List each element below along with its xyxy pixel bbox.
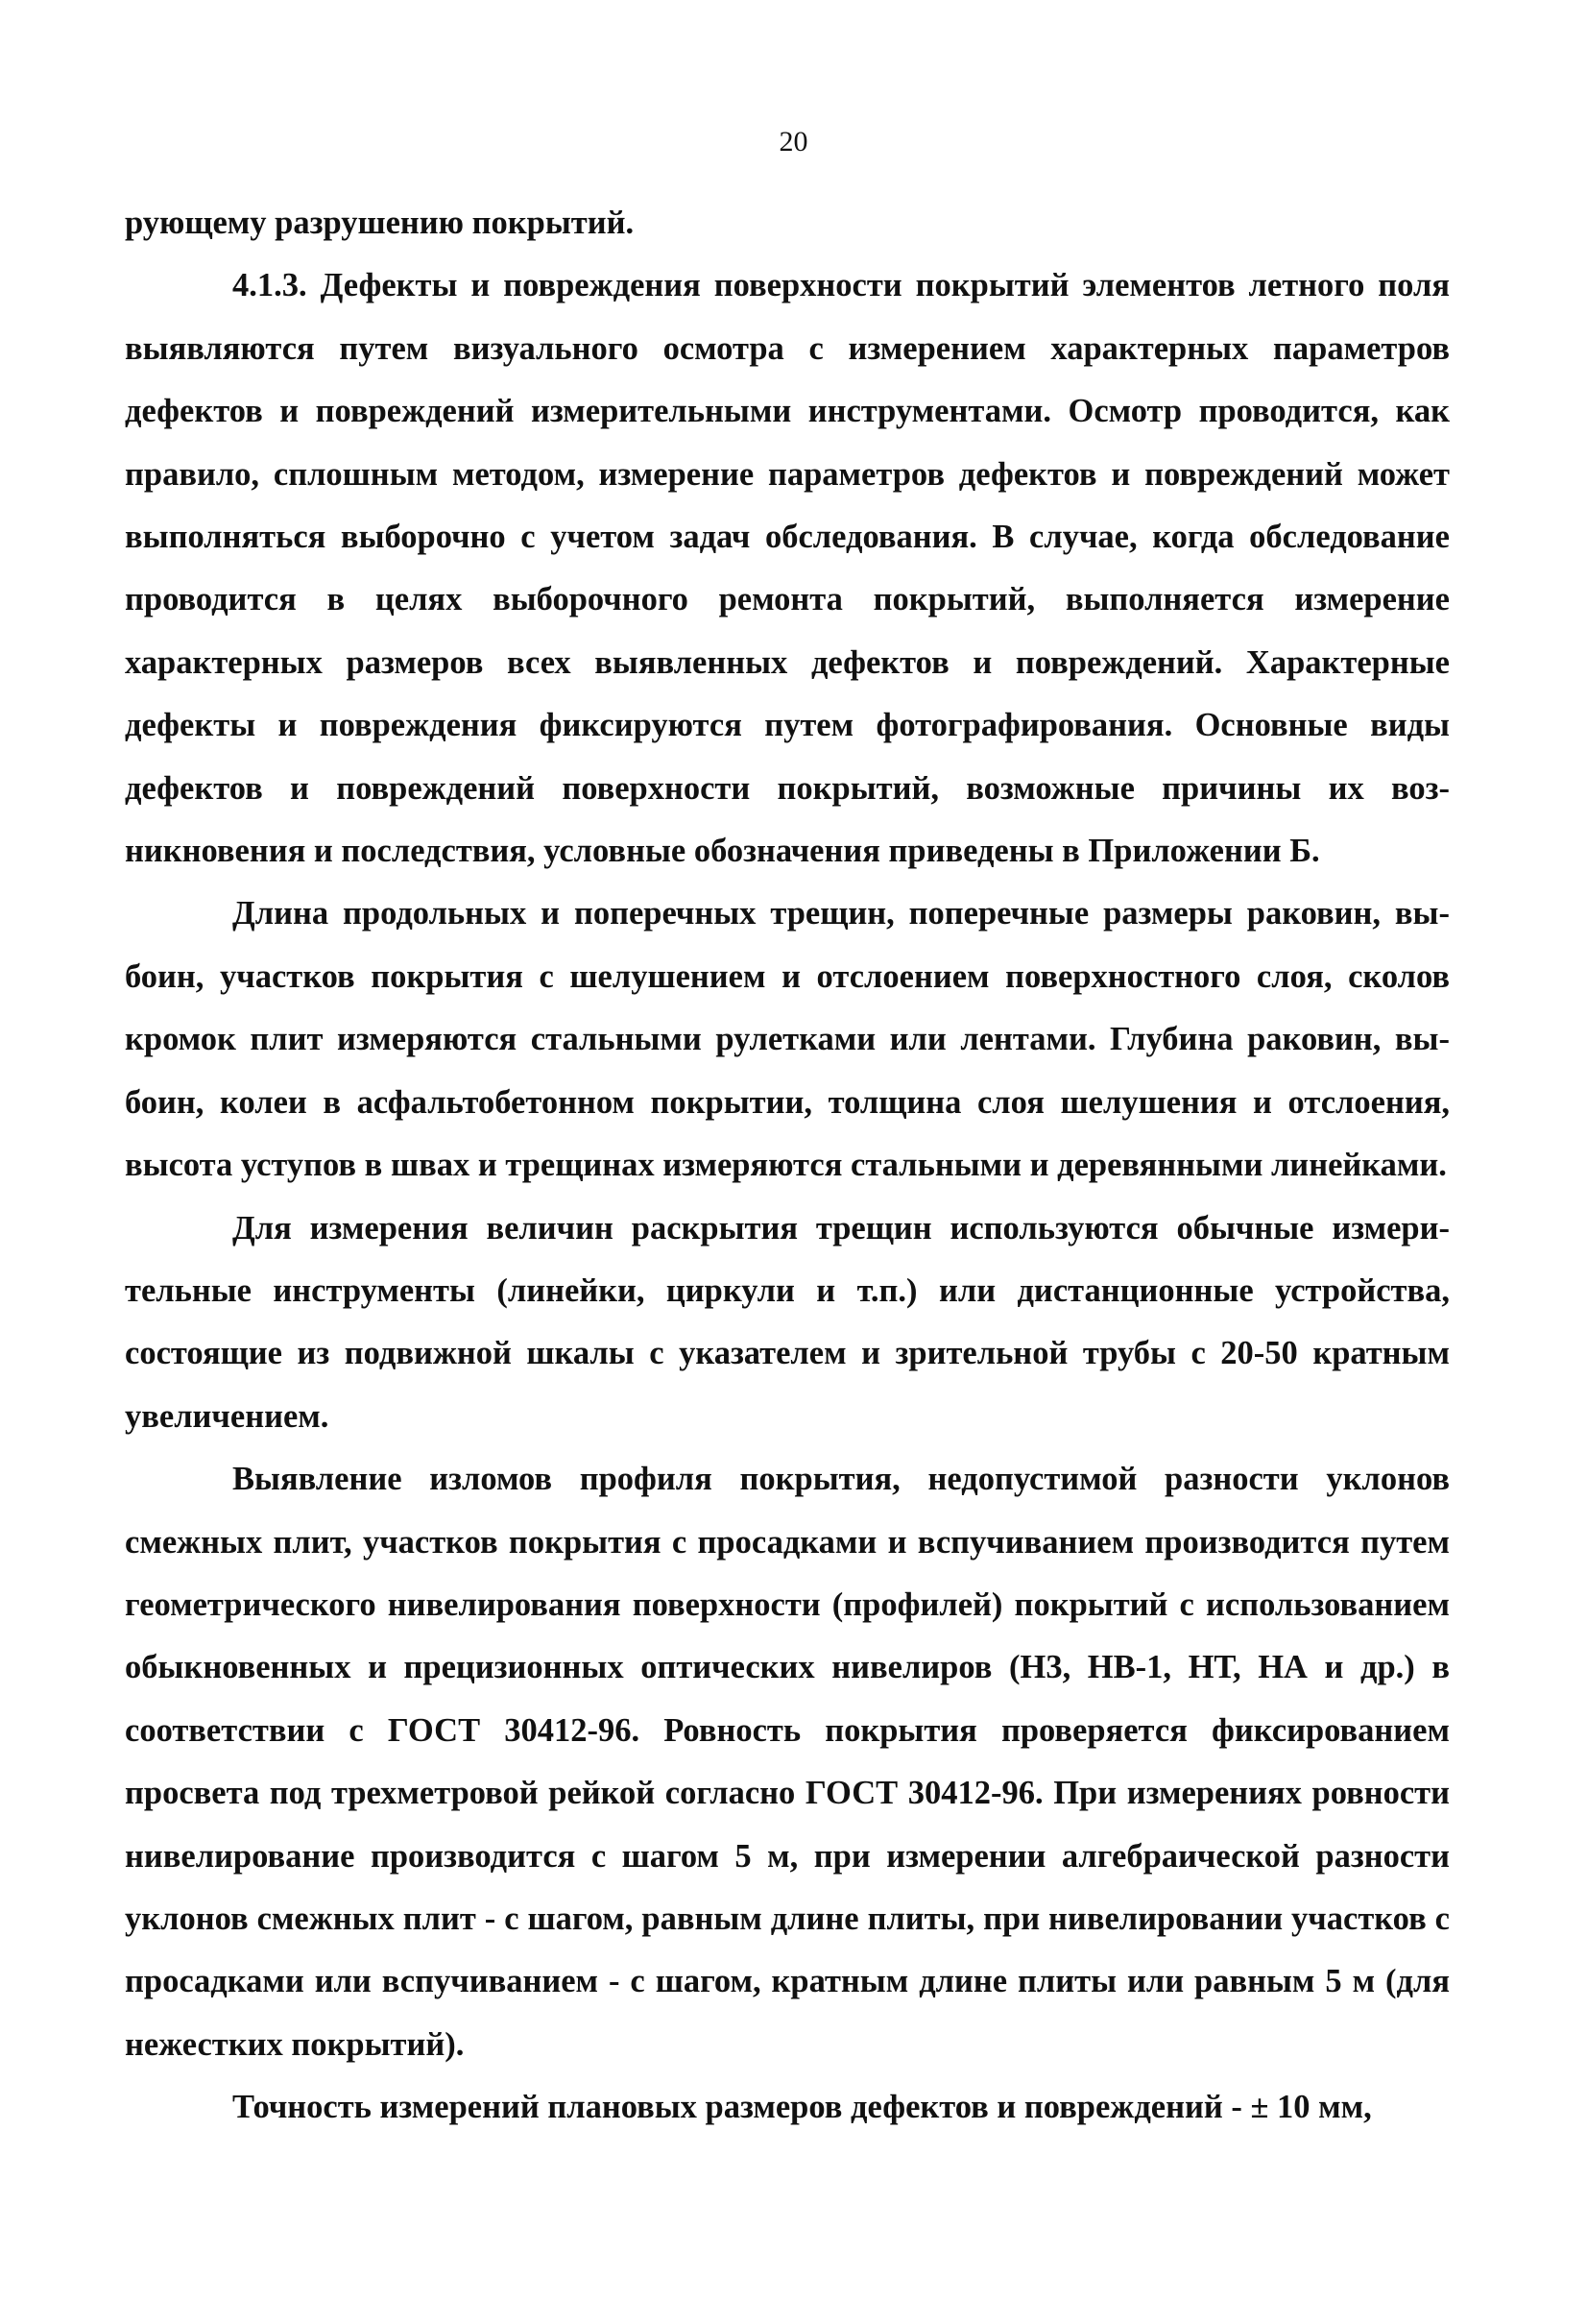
paragraph-measurement-accuracy: Точность измерений плановых размеров дефектов и повреждений - ± 10 мм, [232, 2089, 1372, 2126]
paragraph-profile-levelling: Выявление изломов профиля покрытия, недопустимой разности уклонов смежных плит, участков покрытия с просадками и вспучиванием производится путем геометрического нивелирования поверхности (профилей) покрытий с использованием обыкновенных и прецизионных оптических нивелиров (Н3, НВ-1, НТ, НА и др.) в соответствии с ГОСТ 30412-96. Ровность покрытия проверяется фиксированием просвета под трехметровой рейкой согласно ГОСТ 30412-96. При измерениях ровности нивелирование производится с шагом 5 м, при измерении алгебраической разности уклонов смежных плит - с шагом, равным длине плиты, при нивелировании участков с просадками или вспучиванием - с шагом, кратным длине плиты или равным 5 м (для нежестких покрытий). [125, 1461, 1450, 2063]
body-text [125, 192, 1450, 2140]
paragraph-crack-opening: Для измерения величин раскрытия трещин используются обычные измерительные инструменты (линейки, циркули и т.п.) или дистанционные устройства, состоящие из подвижной шкалы с указателем и зрительной трубы с 20-50 кратным увеличением. [125, 1209, 1450, 1435]
paragraph-crack-length: Длина продольных и поперечных трещин, поперечные размеры раковин, выбоин, участков покрытия с шелушением и отслоением поверхностного слоя, сколов кромок плит измеряются стальными рулетками или лентами. Глубина раковин, выбоин, колеи в асфальтобетонном покрытии, толщина слоя шелушения и отслоения, высота уступов в швах и трещинах измеряются стальными и деревянными линейками. [125, 895, 1450, 1184]
paragraph-4-1-3: 4.1.3. Дефекты и повреждения поверхности покрытий элементов летного поля выявляются путем визуального осмотра с измерением характерных параметров дефектов и повреждений измерительными инструментами. Осмотр проводится, как правило, сплошным методом, измерение параметров дефектов и повреждений может выполняться выборочно с учетом задач обследования. В случае, когда обследование проводится в целях выборочного ремонта покрытий, выполняется измерение характерных размеров всех выявленных дефектов и повреждений. Характерные дефекты и повреждения фиксируются путем фотографирования. Основные виды дефектов и повреждений поверхности покрытий, возможные причины их возникновения и последствия, условные обозначения приведены в Приложении Б. [125, 267, 1450, 870]
paragraph-continuation: рующему разрушению покрытий. [125, 205, 635, 241]
page-number: 20 [779, 126, 808, 157]
